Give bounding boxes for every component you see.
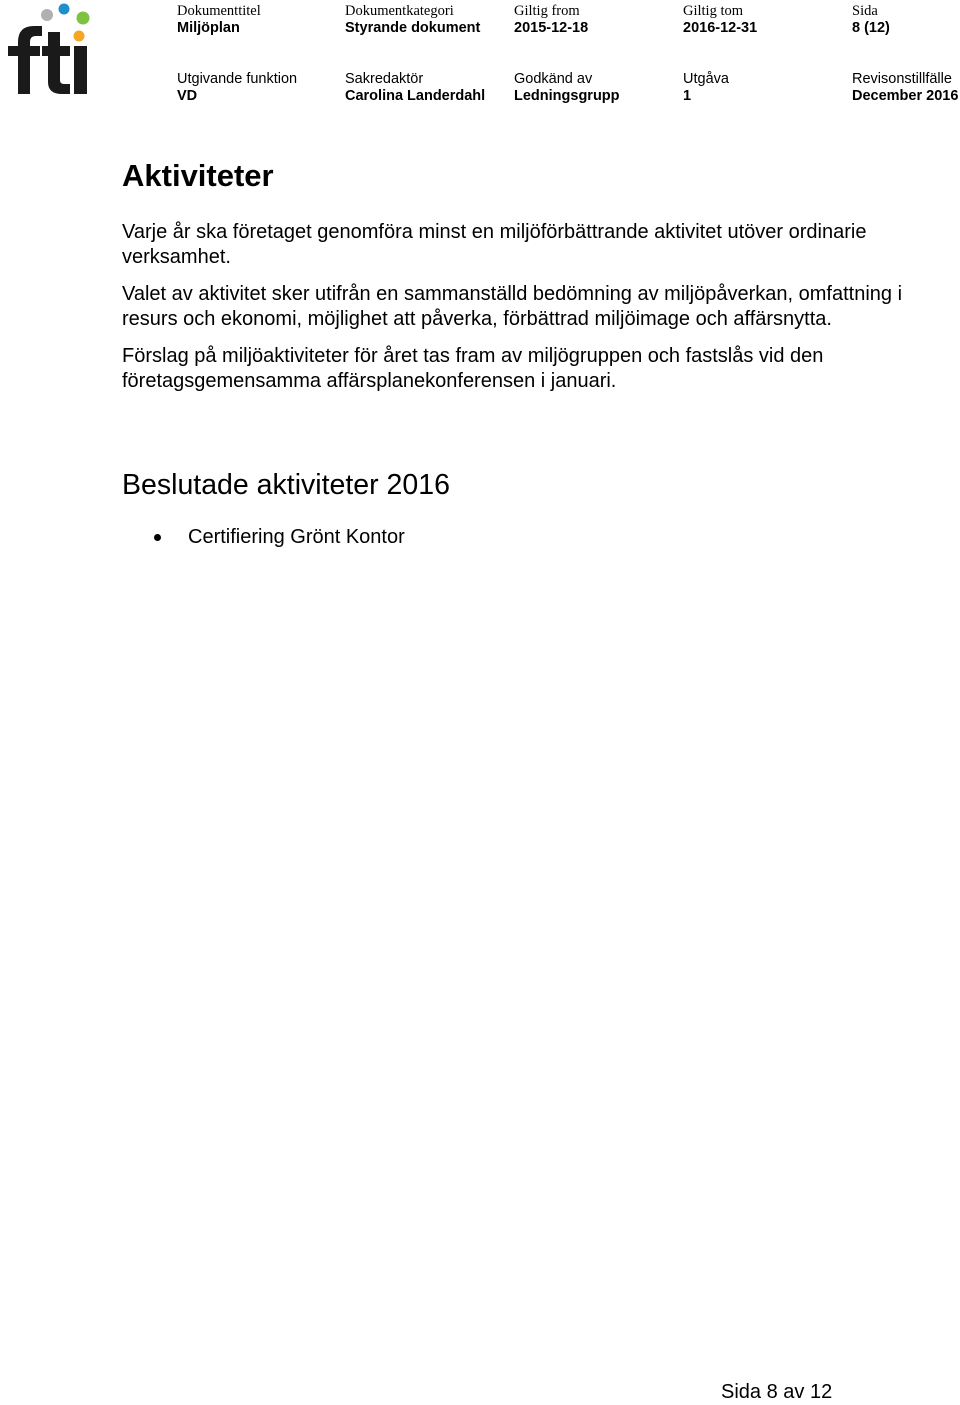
header-cell-sakredaktor [345, 71, 510, 105]
logo-letter-f-bar [8, 46, 18, 56]
header-value: Carolina Landerdahl [345, 88, 486, 104]
header-value: 1 [683, 88, 692, 104]
header-cell-revisonstillfalle [852, 71, 960, 105]
fti-logo [4, 2, 96, 98]
bullet-icon [154, 534, 161, 541]
paragraph: Valet av aktivitet sker utifrån en sammanställd bedömning av miljöpåverkan, omfattning i resurs och ekonomi, möjlighet att påverka, förbättrad miljöimage och affärsnytta. [122, 283, 903, 330]
header-label: Revisonstillfälle [852, 71, 952, 87]
header-label: Sakredaktör [345, 71, 424, 87]
header-cell-utgava [683, 71, 848, 105]
page-number-footer: Sida 8 av 12 [721, 1381, 833, 1403]
header-label: Sida [852, 3, 878, 19]
page-title: Aktiviteter [122, 158, 274, 193]
header-cell-sida [852, 3, 958, 37]
list-item [122, 525, 912, 550]
header-cell-giltig-tom [683, 3, 848, 37]
paragraph: Varje år ska företaget genomföra minst en miljöförbättrande aktivitet utöver ordinarie verksamhet. [122, 221, 867, 268]
header-label: Utgivande funktion [177, 71, 298, 87]
bullet-list [122, 525, 912, 550]
header-cell-giltig-from [514, 3, 679, 37]
header-label: Giltig from [514, 3, 580, 19]
document-body [122, 156, 912, 550]
header-value: VD [177, 88, 198, 104]
logo-letter-t [42, 32, 70, 94]
header-value: Miljöplan [177, 20, 240, 36]
header-cell-godkand-av [514, 71, 679, 105]
header-value: 2015-12-18 [514, 20, 589, 36]
paragraph: Förslag på miljöaktiviteter för året tas fram av miljögruppen och fastslås vid den företagsgemensamma affärsplanekonferensen i januari. [122, 345, 824, 392]
header-value: Ledningsgrupp [514, 88, 620, 104]
header-value: 8 (12) [852, 20, 890, 36]
header-value: 2016-12-31 [683, 20, 758, 36]
header-label: Dokumenttitel [177, 3, 261, 19]
section-heading: Beslutade aktiviteter 2016 [122, 469, 450, 501]
logo-dot-blue [59, 4, 70, 15]
logo-letter-f [18, 26, 42, 94]
header-label: Utgåva [683, 71, 729, 87]
logo-dot-orange [74, 31, 85, 42]
header-label: Godkänd av [514, 71, 593, 87]
header-label: Giltig tom [683, 3, 744, 19]
header-value: Styrande dokument [345, 20, 481, 36]
list-item-text: Certifiering Grönt Kontor [188, 526, 405, 548]
logo-dot-green [77, 12, 90, 25]
header-cell-dokumentkategori [345, 3, 510, 37]
header-label: Dokumentkategori [345, 3, 454, 19]
logo-letter-i [74, 46, 87, 94]
header-value: December 2016 [852, 88, 959, 104]
logo-dot-grey [41, 9, 53, 21]
header-cell-utgivande-funktion [177, 71, 342, 105]
header-cell-dokumenttitel [177, 3, 342, 37]
